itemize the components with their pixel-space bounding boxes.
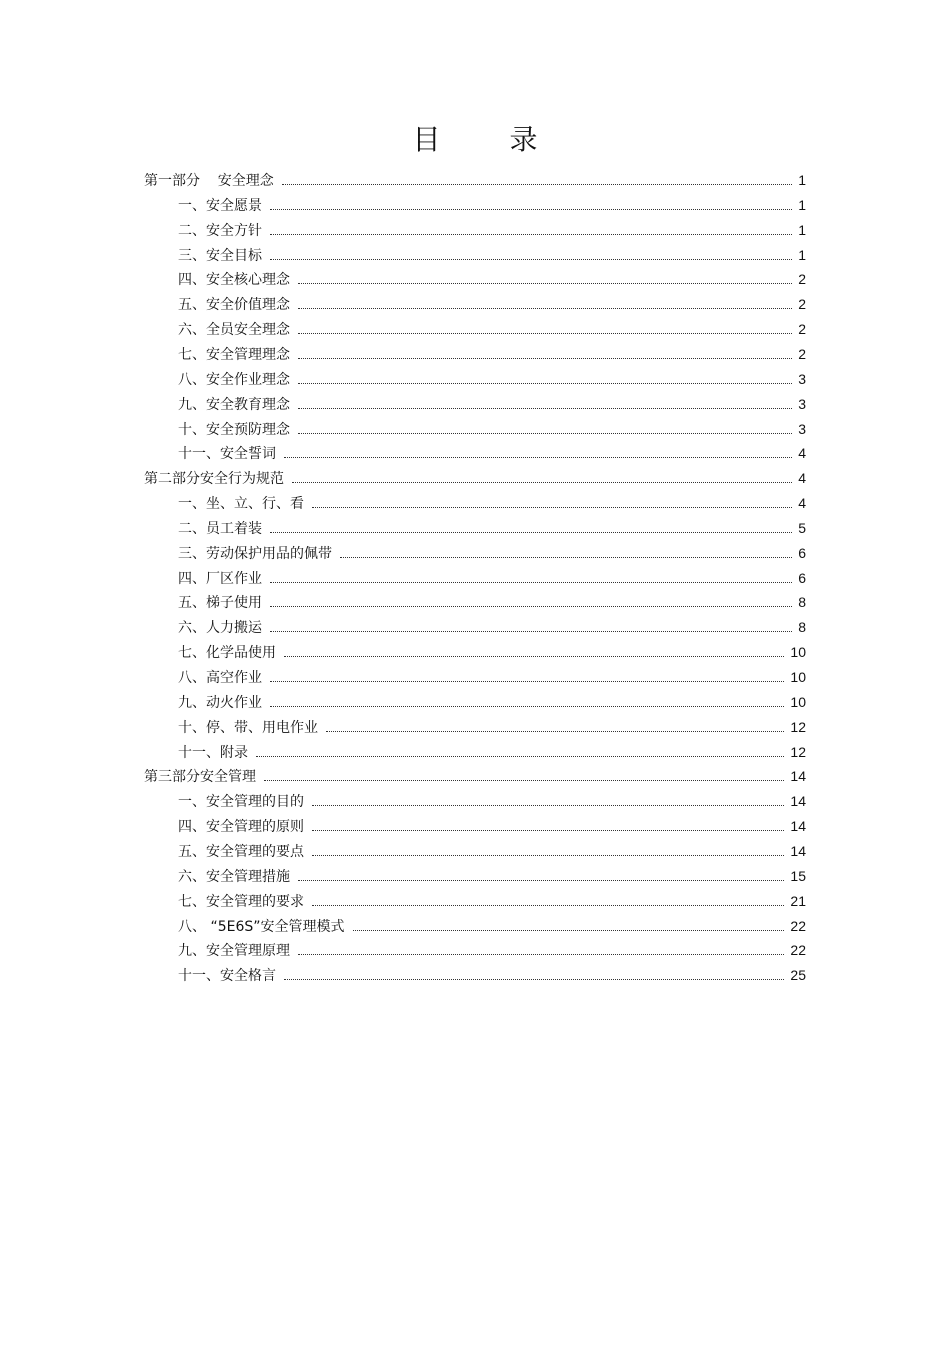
toc-entry-page: 22 — [790, 942, 806, 959]
toc-leader-dots — [326, 730, 784, 732]
toc-entry-page: 1 — [798, 246, 806, 263]
toc-entry-label: 十一、安全誓词 — [178, 446, 276, 463]
toc-entry-page: 14 — [790, 842, 806, 859]
toc-entry-page: 14 — [790, 793, 806, 810]
toc-entry[interactable] — [178, 916, 806, 936]
toc-entry[interactable] — [178, 419, 806, 439]
toc-leader-dots — [298, 432, 792, 434]
toc-entry-label: 二、员工着装 — [178, 520, 262, 537]
toc-entry-page: 15 — [790, 867, 806, 884]
toc-entry[interactable] — [178, 866, 806, 886]
toc-entry[interactable] — [178, 742, 806, 762]
toc-entry-label: 十、安全预防理念 — [178, 421, 290, 438]
toc-entry[interactable] — [178, 493, 806, 513]
toc-entry-page: 2 — [798, 321, 806, 338]
toc-entry-page: 10 — [790, 644, 806, 661]
toc-entry[interactable] — [178, 667, 806, 687]
toc-entry-label: 十一、安全格言 — [178, 968, 276, 985]
toc-entry-label: 六、人力搬运 — [178, 620, 262, 637]
toc-entry[interactable] — [178, 518, 806, 538]
toc-entry-label: 十、停、带、用电作业 — [178, 719, 318, 736]
toc-leader-dots — [298, 332, 792, 334]
toc-entry-label: 八、高空作业 — [178, 670, 262, 686]
toc-entry[interactable] — [144, 170, 806, 190]
toc-entry-label: 十一、附录 — [178, 744, 248, 761]
toc-leader-dots — [353, 929, 785, 931]
toc-entry-page: 1 — [798, 196, 806, 213]
toc-entry-page: 5 — [798, 519, 806, 536]
toc-entry-page: 4 — [798, 445, 806, 462]
toc-entry-page: 6 — [798, 544, 806, 561]
toc-leader-dots — [270, 581, 792, 583]
toc-entry-label: 四、厂区作业 — [178, 570, 262, 587]
toc-entry-page: 3 — [798, 395, 806, 412]
toc-leader-dots — [312, 854, 784, 856]
toc-leader-dots — [270, 208, 792, 210]
toc-leader-dots — [340, 556, 792, 558]
toc-entry-page: 14 — [790, 818, 806, 835]
toc-leader-dots — [264, 779, 784, 781]
toc-entry-page: 25 — [790, 967, 806, 984]
toc-entry-label: 八、 “5E6S”安全管理模式 — [178, 918, 345, 935]
toc-entry[interactable] — [178, 394, 806, 414]
toc-entry-page: 21 — [790, 892, 806, 909]
toc-entry-label: 七、安全管理理念 — [178, 346, 290, 363]
toc-leader-dots — [298, 953, 784, 955]
toc-leader-dots — [312, 904, 784, 906]
toc-entry[interactable] — [144, 468, 806, 488]
toc-leader-dots — [298, 879, 784, 881]
toc-entry-label: 三、劳动保护用品的佩带 — [178, 545, 332, 562]
toc-leader-dots — [270, 531, 792, 533]
toc-leader-dots — [298, 407, 792, 409]
toc-entry-page: 3 — [798, 370, 806, 387]
toc-entry-label: 九、动火作业 — [178, 694, 262, 711]
toc-entry-label: 八、安全作业理念 — [178, 371, 290, 388]
toc-entry-label: 三、安全目标 — [178, 247, 262, 264]
toc-entry-page: 22 — [790, 917, 806, 934]
toc-entry-label: 第三部分安全管理 — [144, 769, 256, 786]
toc-leader-dots — [270, 258, 792, 260]
toc-leader-dots — [284, 655, 784, 657]
toc-entry-page: 12 — [790, 743, 806, 760]
toc-entry-page: 10 — [790, 669, 806, 685]
toc-entry[interactable] — [178, 369, 806, 389]
toc-entry-label: 第二部分安全行为规范 — [144, 471, 284, 488]
toc-leader-dots — [270, 680, 784, 682]
toc-entry[interactable] — [178, 543, 806, 563]
toc-leader-dots — [284, 978, 784, 980]
toc-entry-label: 一、坐、立、行、看 — [178, 496, 304, 513]
toc-entry-label: 四、安全管理的原则 — [178, 819, 304, 836]
toc-leader-dots — [256, 755, 784, 757]
toc-entry[interactable] — [178, 220, 806, 240]
toc-entry-label: 六、全员安全理念 — [178, 322, 290, 339]
toc-entry-page: 1 — [798, 221, 806, 238]
toc-entry[interactable] — [178, 269, 806, 289]
toc-entry[interactable] — [178, 245, 806, 265]
toc-entry-page: 2 — [798, 271, 806, 288]
toc-leader-dots — [284, 456, 792, 458]
toc-leader-dots — [298, 282, 792, 284]
toc-entry[interactable] — [178, 642, 806, 662]
toc-leader-dots — [312, 804, 784, 806]
toc-entry[interactable] — [178, 568, 806, 588]
toc-entry-label: 第一部分 安全理念 — [144, 173, 274, 189]
toc-entry-label: 二、安全方针 — [178, 222, 262, 239]
toc-entry[interactable] — [178, 940, 806, 960]
toc-entry[interactable] — [178, 592, 806, 612]
toc-entry-page: 2 — [798, 296, 806, 313]
toc-entry-page: 8 — [798, 619, 806, 636]
toc-entry[interactable] — [178, 841, 806, 861]
toc-entry-page: 1 — [798, 172, 806, 188]
toc-entry-page: 4 — [798, 470, 806, 487]
page-title: 目 录 — [412, 123, 568, 156]
toc-entry-label: 六、安全管理措施 — [178, 868, 290, 885]
toc-entry-page: 4 — [798, 495, 806, 512]
toc-entry-page: 6 — [798, 569, 806, 586]
toc-leader-dots — [270, 630, 792, 632]
toc-entry-page: 10 — [790, 693, 806, 710]
toc-leader-dots — [270, 605, 792, 607]
toc-entry-page: 2 — [798, 345, 806, 362]
toc-leader-dots — [298, 307, 792, 309]
toc-entry-label: 五、安全管理的要点 — [178, 843, 304, 860]
toc-leader-dots — [292, 481, 792, 483]
toc-entry-page: 8 — [798, 594, 806, 611]
toc-entry[interactable] — [178, 617, 806, 637]
toc-entry[interactable] — [178, 692, 806, 712]
toc-entry[interactable] — [178, 344, 806, 364]
toc-entry-label: 一、安全愿景 — [178, 197, 262, 214]
toc-entry-page: 3 — [798, 420, 806, 437]
toc-entry[interactable] — [178, 816, 806, 836]
toc-entry-label: 五、安全价值理念 — [178, 297, 290, 314]
toc-leader-dots — [312, 829, 784, 831]
toc-entry[interactable] — [178, 891, 806, 911]
toc-entry[interactable] — [178, 443, 806, 463]
toc-entry[interactable] — [178, 195, 806, 215]
toc-leader-dots — [270, 233, 792, 235]
toc-leader-dots — [298, 382, 792, 384]
toc-entry-label: 七、化学品使用 — [178, 645, 276, 662]
toc-entry[interactable] — [144, 766, 806, 786]
toc-entry-label: 七、安全管理的要求 — [178, 893, 304, 910]
toc-entry-label: 一、安全管理的目的 — [178, 794, 304, 811]
toc-entry[interactable] — [178, 294, 806, 314]
toc-leader-dots — [312, 506, 792, 508]
toc-entry-label: 九、安全教育理念 — [178, 396, 290, 413]
toc-entry-page: 14 — [790, 768, 806, 785]
toc-entry[interactable] — [178, 717, 806, 737]
toc-entry-label: 五、梯子使用 — [178, 595, 262, 612]
toc-entry-label: 四、安全核心理念 — [178, 272, 290, 289]
toc-leader-dots — [282, 183, 792, 185]
toc-entry[interactable] — [178, 791, 806, 811]
toc-entry[interactable] — [178, 319, 806, 339]
toc-entry[interactable] — [178, 965, 806, 985]
toc-leader-dots — [270, 705, 784, 707]
toc-entry-label: 九、安全管理原理 — [178, 943, 290, 960]
toc-entry-page: 12 — [790, 718, 806, 735]
toc-leader-dots — [298, 357, 792, 359]
